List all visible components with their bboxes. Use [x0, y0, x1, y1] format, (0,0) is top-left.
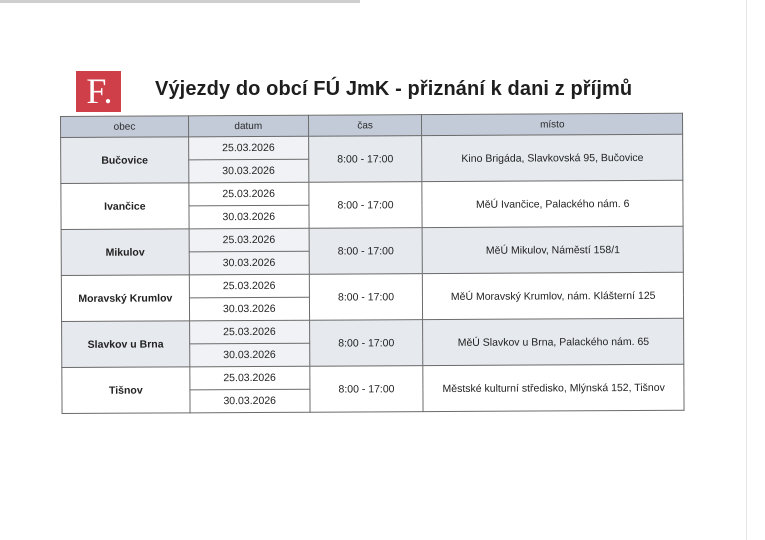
cell-time: 8:00 - 17:00	[309, 228, 423, 275]
cell-date: 25.03.2026	[189, 320, 309, 344]
table-row	[62, 364, 684, 390]
cell-obec: Ivančice	[61, 183, 189, 230]
page-title: Výjezdy do obcí FÚ JmK - přiznání k dani z příjmů	[155, 78, 633, 100]
cell-time: 8:00 - 17:00	[309, 366, 423, 413]
column-header-misto: místo	[422, 113, 683, 135]
cell-date: 25.03.2026	[189, 182, 309, 206]
cell-place: Městské kulturní středisko, Mlýnská 152, Tišnov	[423, 364, 684, 411]
table-row	[61, 226, 683, 252]
cell-date: 25.03.2026	[188, 136, 308, 160]
cell-date: 30.03.2026	[189, 297, 309, 321]
cell-date: 25.03.2026	[189, 228, 309, 252]
cell-place: MěÚ Moravský Krumlov, nám. Klášterní 125	[423, 272, 684, 319]
cell-place: MěÚ Slavkov u Brna, Palackého nám. 65	[423, 318, 684, 365]
column-header-datum: datum	[188, 115, 308, 137]
cell-date: 25.03.2026	[190, 366, 310, 390]
cell-time: 8:00 - 17:00	[309, 182, 423, 229]
scan-edge-right	[746, 0, 747, 540]
cell-place: MěÚ Ivančice, Palackého nám. 6	[422, 180, 683, 227]
cell-time: 8:00 - 17:00	[309, 320, 423, 367]
cell-place: MěÚ Mikulov, Náměstí 158/1	[423, 226, 684, 273]
cell-date: 30.03.2026	[190, 389, 310, 413]
column-header-cas: čas	[308, 115, 422, 137]
cell-date: 30.03.2026	[190, 343, 310, 367]
table-row	[62, 318, 684, 344]
table-row	[61, 134, 683, 160]
cell-time: 8:00 - 17:00	[309, 274, 423, 321]
cell-obec: Mikulov	[61, 229, 189, 276]
cell-date: 30.03.2026	[189, 159, 309, 183]
column-header-obec: obec	[61, 116, 189, 138]
cell-place: Kino Brigáda, Slavkovská 95, Bučovice	[422, 134, 683, 181]
cell-obec: Tišnov	[62, 367, 190, 414]
cell-date: 25.03.2026	[189, 274, 309, 298]
table-row	[61, 180, 683, 206]
cell-time: 8:00 - 17:00	[308, 136, 422, 183]
scan-edge-top	[0, 0, 360, 3]
fu-logo: F.	[76, 71, 121, 112]
schedule-table	[60, 113, 685, 414]
cell-obec: Slavkov u Brna	[62, 321, 190, 368]
cell-date: 30.03.2026	[189, 205, 309, 229]
cell-date: 30.03.2026	[189, 251, 309, 275]
table-row	[61, 272, 683, 298]
cell-obec: Bučovice	[61, 137, 189, 184]
cell-obec: Moravský Krumlov	[61, 275, 189, 322]
